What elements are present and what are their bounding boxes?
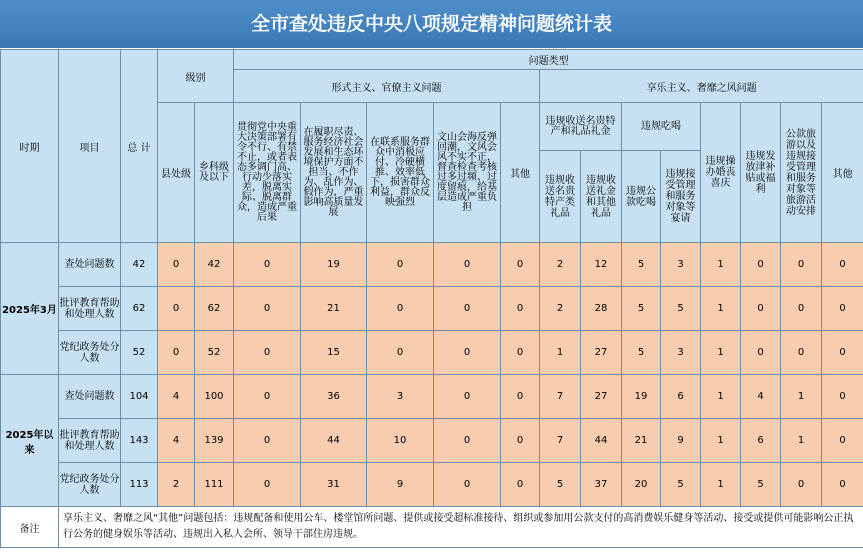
cell: 20 [622,463,661,507]
cell: 27 [581,375,622,419]
cell: 5 [741,463,781,507]
header-level-township: 乡科级及以下 [195,103,234,243]
cell: 1 [701,287,741,331]
period-label: 2025年3月 [1,243,59,375]
header-formalism-2: 在履职尽责、服务经济社会发展和生态环境保护方面不担当、不作为、乱作为、假作为，严重影响高质量发展 [301,103,367,243]
cell: 52 [195,331,234,375]
header-problem-type: 问题类型 [234,50,863,70]
cell: 42 [195,243,234,287]
table-row [1,375,863,419]
note-label: 备注 [1,507,59,548]
cell: 5 [622,243,661,287]
cell: 0 [822,331,863,375]
cell-total: 42 [121,243,158,287]
table-row [1,331,863,375]
cell: 0 [822,463,863,507]
period-label: 2025年以来 [1,375,59,507]
header-hedonism-2: 违规收送礼金和其他礼品 [581,151,622,243]
cell: 0 [158,243,195,287]
header-period: 时期 [1,50,59,243]
cell: 12 [581,243,622,287]
cell: 44 [301,419,367,463]
cell: 0 [741,243,781,287]
cell: 0 [781,331,822,375]
cell: 7 [540,419,581,463]
cell: 1 [701,243,741,287]
cell: 10 [367,419,434,463]
cell: 0 [741,331,781,375]
cell: 1 [781,375,822,419]
cell: 0 [781,243,822,287]
cell: 0 [781,287,822,331]
cell: 21 [301,287,367,331]
cell: 0 [501,331,540,375]
header-level: 级别 [158,50,234,103]
cell: 0 [234,287,301,331]
row-item: 党纪政务处分人数 [59,463,121,507]
cell: 2 [158,463,195,507]
header-formalism-4: 文山会海反弹回潮，文风会风不实不正，督查检查考核过多过频、过度留痕，给基层造成严重负担 [434,103,501,243]
cell: 0 [501,419,540,463]
cell: 6 [741,419,781,463]
cell: 5 [622,331,661,375]
cell: 1 [701,463,741,507]
cell: 5 [622,287,661,331]
table-row [1,287,863,331]
cell: 0 [434,419,501,463]
sheet-title: 全市查处违反中央八项规定精神问题统计表 [0,0,863,49]
header-hedonism-7: 公款旅游以及违规接受管理和服务对象等旅游活动安排 [781,103,822,243]
header-formalism: 形式主义、官僚主义问题 [234,70,540,103]
cell: 15 [301,331,367,375]
cell: 37 [581,463,622,507]
cell-total: 104 [121,375,158,419]
cell: 27 [581,331,622,375]
cell: 111 [195,463,234,507]
cell: 0 [234,375,301,419]
cell: 0 [367,331,434,375]
header-hedonism: 享乐主义、奢靡之风问题 [540,70,863,103]
cell-total: 62 [121,287,158,331]
cell: 0 [158,331,195,375]
cell-total: 143 [121,419,158,463]
cell: 0 [501,375,540,419]
cell: 21 [622,419,661,463]
cell: 1 [540,331,581,375]
cell: 0 [434,375,501,419]
cell-total: 113 [121,463,158,507]
header-gift-group: 违规收送名贵特产和礼品礼金 [540,103,622,151]
cell: 62 [195,287,234,331]
cell: 0 [822,243,863,287]
cell: 0 [434,463,501,507]
cell: 3 [661,243,701,287]
cell: 0 [501,243,540,287]
cell: 0 [367,243,434,287]
row-item: 查处问题数 [59,375,121,419]
cell: 0 [434,287,501,331]
cell: 0 [822,419,863,463]
cell: 0 [158,287,195,331]
cell: 36 [301,375,367,419]
cell: 5 [540,463,581,507]
cell: 5 [661,287,701,331]
cell: 31 [301,463,367,507]
cell: 139 [195,419,234,463]
note-text: 享乐主义、奢靡之风“其他”问题包括：违规配备和使用公车、楼堂馆所问题、提供或接受超标准接待、组织或参加用公款支付的高消费娱乐健身等活动、接受或提供可能影响公正执行公务的健身娱乐等活动、违规出入私人会所、领导干部住房违规。 [59,507,863,548]
cell: 3 [661,331,701,375]
table-row [1,243,863,287]
cell: 2 [540,287,581,331]
row-item: 查处问题数 [59,243,121,287]
cell: 19 [622,375,661,419]
cell: 4 [158,419,195,463]
cell: 19 [301,243,367,287]
cell: 4 [158,375,195,419]
cell: 2 [540,243,581,287]
cell: 0 [822,287,863,331]
header-hedonism-other: 其他 [822,103,863,243]
cell: 3 [367,375,434,419]
cell: 4 [741,375,781,419]
header-hedonism-3: 违规公款吃喝 [622,151,661,243]
cell: 0 [741,287,781,331]
cell: 0 [367,287,434,331]
header-hedonism-6: 违规发放津补贴或福利 [741,103,781,243]
cell: 1 [701,419,741,463]
cell: 0 [234,419,301,463]
cell: 1 [701,331,741,375]
cell: 0 [434,331,501,375]
header-hedonism-1: 违规收送名贵特产类礼品 [540,151,581,243]
table-row [1,463,863,507]
row-item: 批评教育帮助和处理人数 [59,419,121,463]
cell: 0 [501,287,540,331]
header-formalism-3: 在联系服务群众中消极应付、冷硬横推、效率低下，损害群众利益，群众反映强烈 [367,103,434,243]
stats-table [0,49,863,548]
cell: 6 [661,375,701,419]
cell: 100 [195,375,234,419]
header-formalism-other: 其他 [501,103,540,243]
cell: 9 [367,463,434,507]
header-eat-group: 违规吃喝 [622,103,701,151]
cell: 1 [701,375,741,419]
cell: 1 [781,419,822,463]
cell: 0 [234,331,301,375]
header-hedonism-5: 违规操办婚丧喜庆 [701,103,741,243]
header-total: 总 计 [121,50,158,243]
cell: 0 [781,463,822,507]
header-item: 项目 [59,50,121,243]
table-row [1,419,863,463]
cell-total: 52 [121,331,158,375]
cell: 0 [234,463,301,507]
header-hedonism-4: 违规接受管理和服务对象等宴请 [661,151,701,243]
cell: 0 [501,463,540,507]
cell: 5 [661,463,701,507]
cell: 28 [581,287,622,331]
row-item: 批评教育帮助和处理人数 [59,287,121,331]
cell: 0 [434,243,501,287]
cell: 0 [234,243,301,287]
cell: 9 [661,419,701,463]
row-item: 党纪政务处分人数 [59,331,121,375]
header-formalism-1: 贯彻党中央重大决策部署有令不行、有禁不止，或者表态多调门高、行动少落实差，脱离实际、脱离群众，造成严重后果 [234,103,301,243]
cell: 0 [822,375,863,419]
cell: 7 [540,375,581,419]
cell: 44 [581,419,622,463]
header-level-county: 县处级 [158,103,195,243]
